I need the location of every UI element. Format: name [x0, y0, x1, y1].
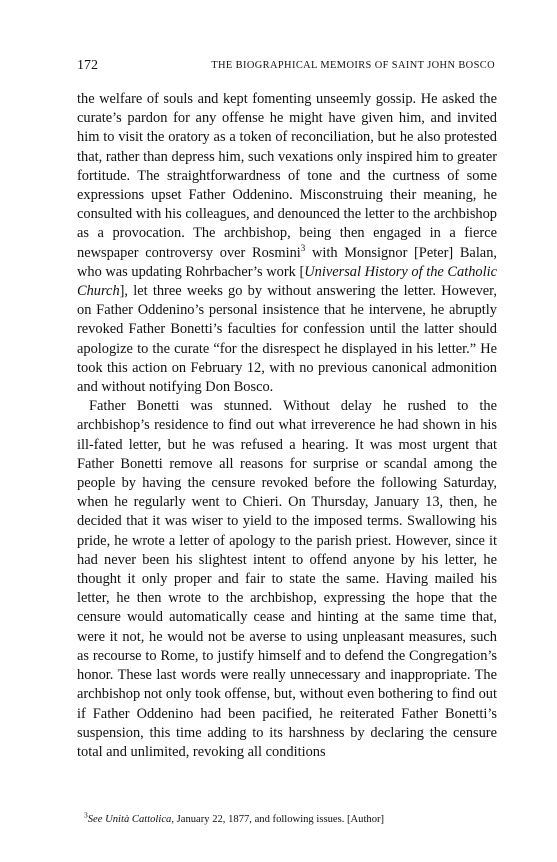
book-title: Universal History of the Catholic Church: [77, 263, 497, 300]
running-head: THE BIOGRAPHICAL MEMOIRS OF SAINT JOHN BOSCO: [211, 60, 495, 71]
paragraph-text: the welfare of souls and kept fomenting unseemly gossip. He asked the curate’s pardon for any offense he might have given him, and invited him to visit the oratory as a token of reconciliation, but he also protested that, rather than depress him, such vexations only inspired him to greater fortitude. The straightforwardness of tone and the curtness of some expressions upset Father Oddenino. Misconstruing their meaning, he consulted with his colleagues, and denounced the letter to the archbishop as a provocation. The archbishop, being then engaged in a fierce newspaper controversy over Rosmini: [77, 91, 498, 261]
paragraph: [77, 90, 497, 397]
footnote-source: Unità Cattolica: [105, 814, 172, 825]
paragraph: Father Bonetti was stunned. Without delay he rushed to the archbishop’s residence to find out what irreverence he had shown in his ill-fated letter, but he was refused a hearing. It was most urgent that Father Bonetti remove all reasons for surprise or scandal among the people by having the censure revoked before the following Saturday, when he regularly went to Chieri. On Thursday, January 13, then, he decided that it was wiser to yield to the imposed terms. Swallowing his pride, he wrote a letter of apology to the parish priest. However, since it had never been his slightest intent to offend anyone by his letter, he thought it only proper and fair to state the same. Having mailed his letter, he then wrote to the archbishop, expressing the hope that the censure would automatically cease and hinting at the same time that, were it not, he would not be averse to using unpleasant measures, such as recourse to Rome, to justify himself and to defend the Congregation’s honor. These last words were really unnecessary and inappropriate. The archbishop not only took offense, but, without even bothering to find out if Father Oddenino had been pacified, he reiterated Father Bonetti’s suspension, this time adding to its harshness by declaring the censure total and unlimited, revoking all conditions: [77, 398, 497, 760]
paragraph-text: ], let three weeks go by without answering the letter. However, on Father Oddenino’s personal insistence that he intervene, he abruptly revoked Father Bonetti’s faculties for confession until the latter should apologize to the curate “for the disrespect he displayed in his letter.” He took this action on February 12, with no previous canonical admonition and without notifying Don Bosco.: [77, 283, 497, 396]
page-number: 172: [77, 58, 98, 73]
footnote-see: See: [87, 814, 106, 825]
footnote-marker: 3: [84, 810, 88, 820]
footnote-reference: 3: [300, 242, 306, 253]
paragraph-text: with Monsignor [Peter] Balan, who was updating Rohrbacher’s work [: [77, 244, 497, 280]
body-text: [77, 90, 497, 762]
footnote: [84, 810, 504, 825]
footnote-text: , January 22, 1877, and following issues. [Author]: [171, 814, 385, 825]
